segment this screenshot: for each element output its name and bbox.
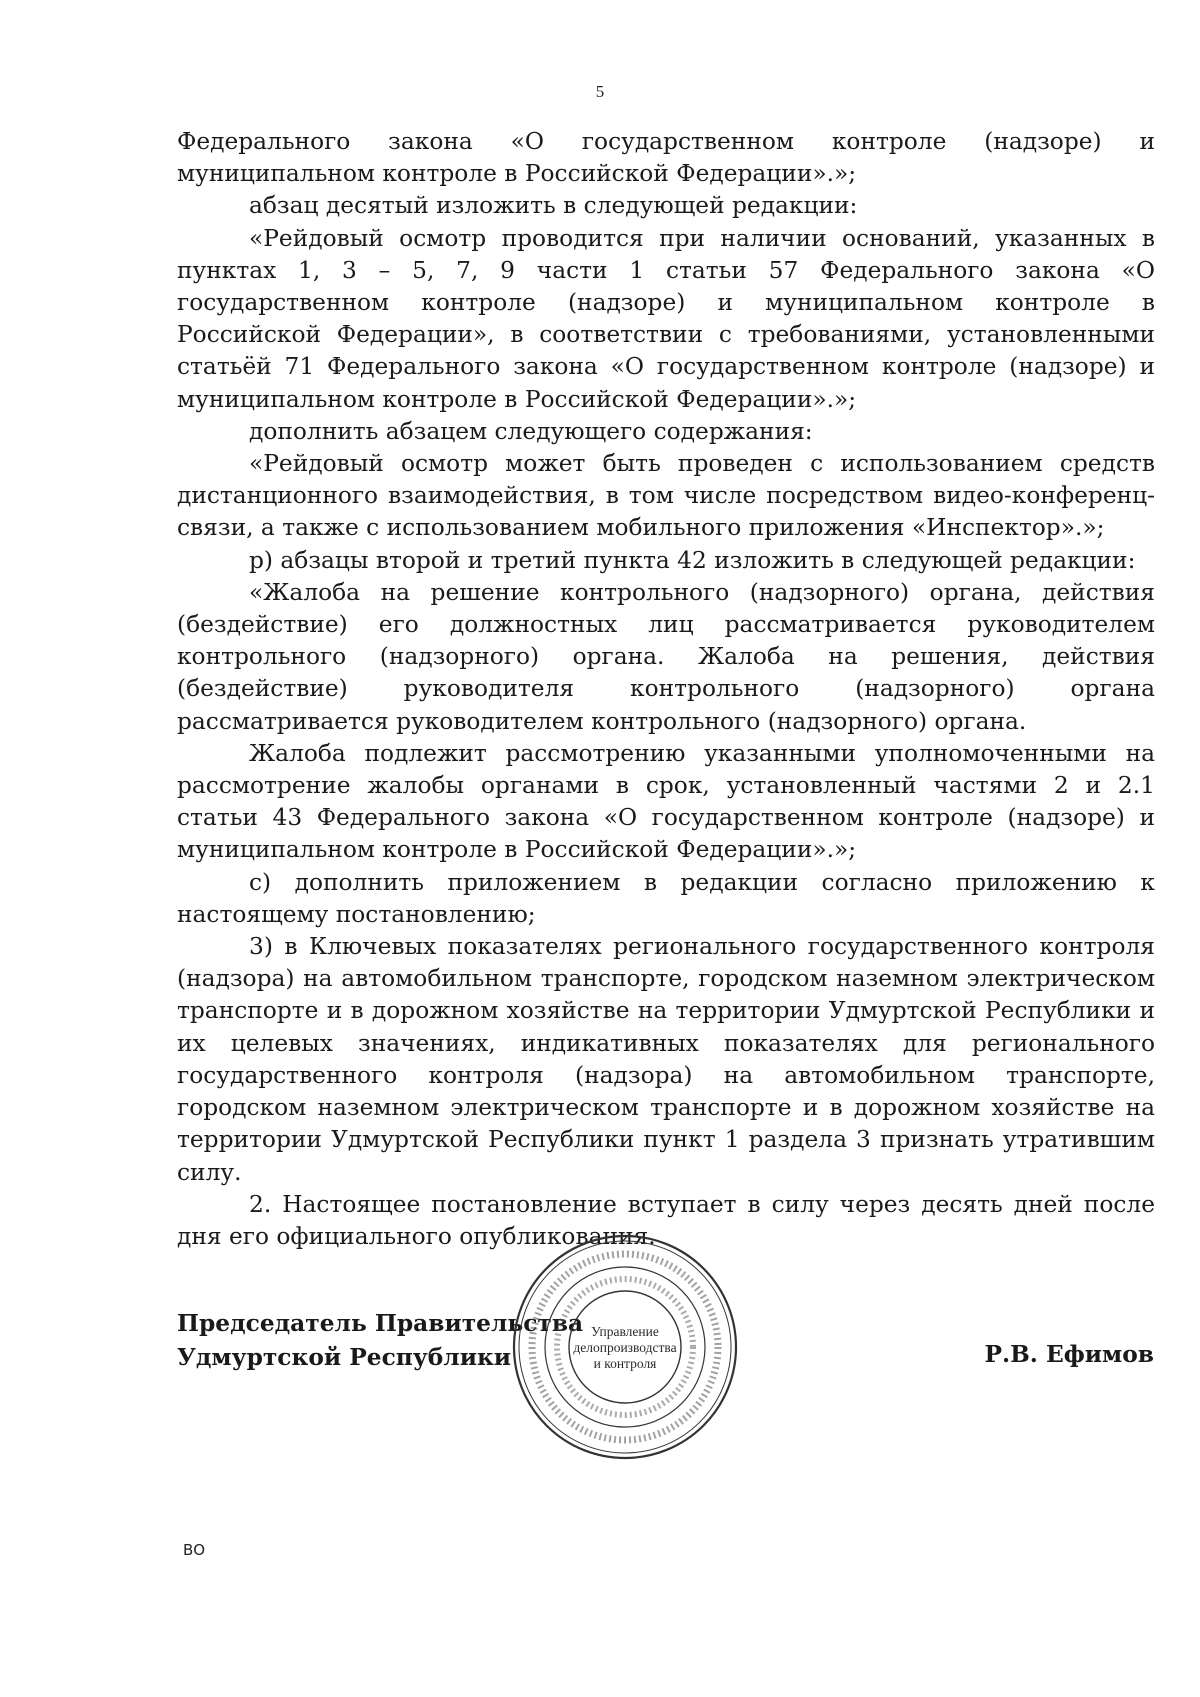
paragraph: 3) в Ключевых показателях регионального государственного контроля (надзора) на автомобильном транспорте, городском наземном электрическом транспорте и в дорожном хозяйстве на территории Удмуртской Республики и их целевых значениях, индикативных показателях для регионального государственного контроля (надзора) на автомобильном транспорте, городском наземном электрическом транспорте и в дорожном хозяйстве на территории Удмуртской Республики пункт 1 раздела 3 признать утратившим силу. [177, 933, 1155, 1186]
paragraph: Федерального закона «О государственном контроле (надзоре) и муниципальном контроле в Российской Федерации».»; [177, 128, 1155, 188]
paragraph: с) дополнить приложением в редакции согласно приложению к настоящему постановлению; [177, 868, 1155, 928]
stamp-line: и контроля [593, 1356, 657, 1371]
document-body [177, 126, 1155, 1253]
paragraph: р) абзацы второй и третий пункта 42 изложить в следующей редакции: [249, 546, 1136, 574]
paragraph: 2. Настоящее постановление вступает в силу через десять дней после дня его официального опубликования. [177, 1190, 1155, 1250]
stamp-center-text [510, 1324, 740, 1372]
paragraph: «Жалоба на решение контрольного (надзорного) органа, действия (бездействие) его должностных лиц рассматривается руководителем контрольного (надзорного) органа. Жалоба на решения, действия (бездействие) руководителя контрольного (надзорного) органа рассматривается руководителем контрольного (надзорного) органа. [177, 578, 1155, 735]
stamp-line: Управление [591, 1324, 659, 1339]
signatory-position-line: Председатель Правительства [177, 1310, 584, 1337]
executor-initials: ВО [183, 1541, 206, 1559]
official-stamp [510, 1232, 740, 1462]
paragraph: «Рейдовый осмотр может быть проведен с использованием средств дистанционного взаимодействия, в том числе посредством видео-конференц-связи, а также с использованием мобильного приложения «Инспектор».»; [177, 450, 1155, 542]
signatory-position-line: Удмуртской Республики [177, 1344, 512, 1371]
paragraph: дополнить абзацем следующего содержания: [249, 417, 813, 445]
paragraph: абзац десятый изложить в следующей редакции: [249, 192, 858, 220]
stamp-line: делопроизводства [573, 1340, 677, 1355]
signatory-name: Р.В. Ефимов [984, 1341, 1154, 1368]
paragraph: «Рейдовый осмотр проводится при наличии оснований, указанных в пунктах 1, 3 – 5, 7, 9 части 1 статьи 57 Федерального закона «О государственном контроле (надзоре) и муниципальном контроле в Российской Федерации», в соответствии с требованиями, установленными статьёй 71 Федерального закона «О государственном контроле (надзоре) и муниципальном контроле в Российской Федерации».»; [177, 224, 1155, 413]
paragraph: Жалоба подлежит рассмотрению указанными уполномоченными на рассмотрение жалобы органами в срок, установленный частями 2 и 2.1 статьи 43 Федерального закона «О государственном контроле (надзоре) и муниципальном контроле в Российской Федерации».»; [177, 739, 1155, 864]
page-number: 5 [595, 82, 605, 101]
